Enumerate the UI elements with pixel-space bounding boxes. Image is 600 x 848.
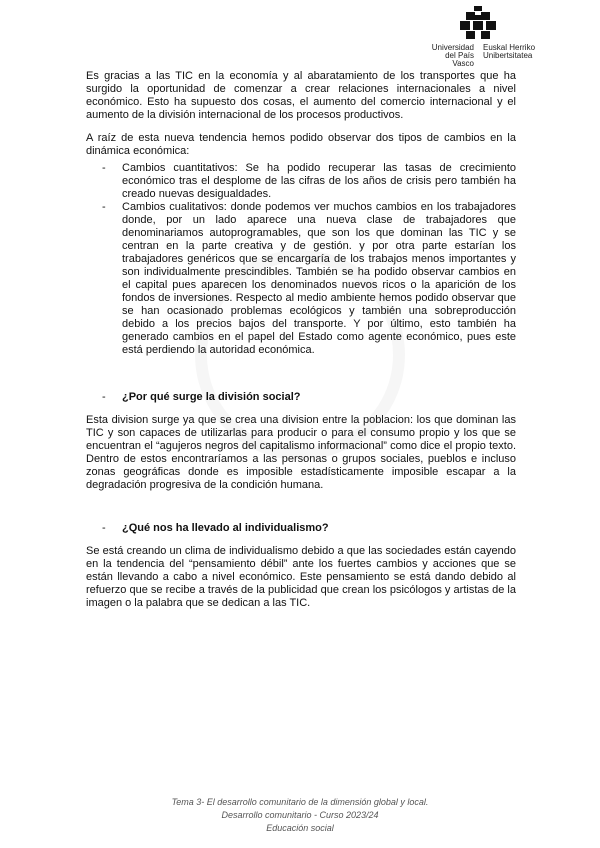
paragraph-division: Esta division surge ya que se crea una division entre la poblacion: los que dominan las TIC y son capaces de utilizarlas para producir o para el consumo propio y los que se encuentran el “agujeros negros del capitalismo informacional” como dice el propio texto. Dentro de estos encontraríamos a las personas o grupos sociales, pueblos e incluso zonas geográficas donde es imposible estadísticamente imposible escapar a la degradación progresiva de la condición humana. bbox=[86, 414, 516, 491]
section-heading: - ¿Por qué surge la división social? bbox=[86, 391, 516, 404]
list-item: - Cambios cuantitativos: Se ha podido recuperar las tasas de crecimiento económico tras el desplome de las cifras de los años de crisis pero también ha creado nuevas desigualdades. bbox=[86, 162, 516, 201]
list-item: - Cambios cualitativos: donde podemos ver muchos cambios en los trabajadores donde, por un lado aparece una nueva clase de trabajadores que denominariamos autoprogramables, que son los que dominan las TIC y se centran en la parte creativa y de gestión. y por otra parte estarían los trabajadores genéricos que se encargaría de los trabajos menos importantes y son individualmente prescindibles. También se ha podido observar cambios en el capital pues aparecen los denominados nuevos ricos o la aparición de los fondos de inversiones. Respecto al medio ambiente hemos podido observar que se han ocasionado problemas ecológicos y también una sobreproducción debido a los precios bajos del transporte. Y por último, esto también ha generado cambios en el papel del Estado como agente económico, pues este está perdiendo la autoridad económica. bbox=[86, 201, 516, 357]
logo-text-spanish: Universidad del País Vasco bbox=[431, 43, 474, 68]
footer-line: Tema 3- El desarrollo comunitario de la dimensión global y local. bbox=[171, 797, 429, 807]
tree-emblem-icon bbox=[460, 6, 496, 40]
changes-list bbox=[86, 162, 516, 357]
section-heading: - ¿Qué nos ha llevado al individualismo? bbox=[86, 522, 516, 535]
document-body bbox=[86, 70, 516, 610]
footer-line: Desarrollo comunitario - Curso 2023/24 bbox=[221, 810, 379, 820]
paragraph-individualism: Se está creando un clima de individualismo debido a que las sociedades están cayendo en la tendencia del “pensamiento débil” ante los fuertes cambios y acciones que se están llevando a cabo a nivel económico. Este pensamiento se está dando debido al refuerzo que se recibe a través de la publicidad que crean los psicólogos y artistas de la imagen o la palabra que se dedican a las TIC. bbox=[86, 545, 516, 609]
logo-text-basque: Euskal Herriko Unibertsitatea bbox=[483, 43, 536, 60]
paragraph-changes: A raíz de esta nueva tendencia hemos podido observar dos tipos de cambios en la dinámica económica: bbox=[86, 132, 516, 157]
paragraph-intro: Es gracias a las TIC en la economía y al abaratamiento de los transportes que ha surgido la oportunidad de comenzar a crear relaciones internacionales a nivel económico. Esto ha supuesto dos cosas, el aumento del comercio internacional y el aumento de la división internacional de los procesos productivos. bbox=[86, 70, 516, 121]
university-logo bbox=[426, 6, 546, 68]
page-footer bbox=[0, 796, 600, 835]
footer-line: Educación social bbox=[266, 823, 334, 833]
